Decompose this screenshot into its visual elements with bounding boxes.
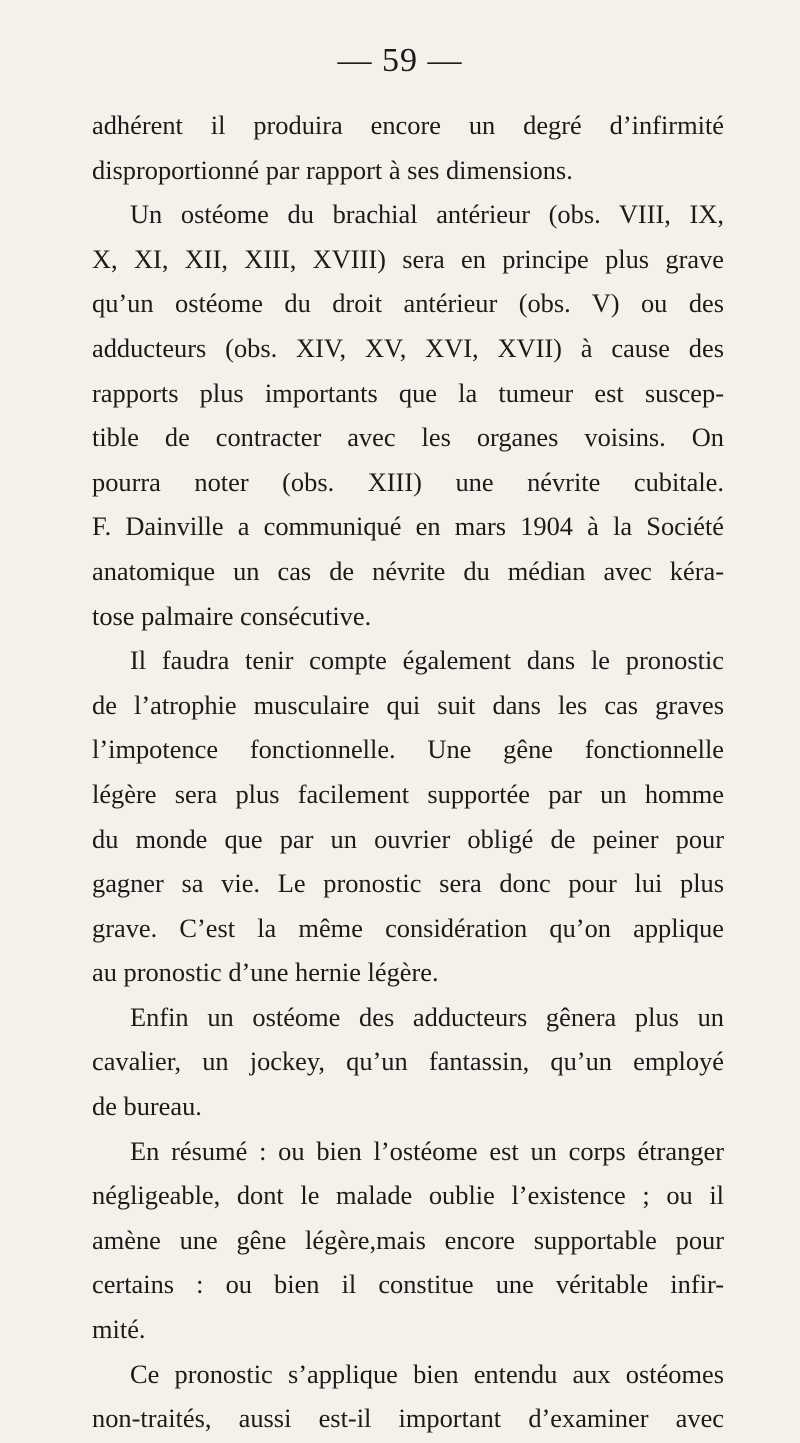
text-line: anatomique un cas de névrite du médian avec kéra-	[92, 555, 724, 586]
text-line: gagner sa vie. Le pronostic sera donc pour lui plus	[92, 868, 724, 899]
text-line: mité.	[92, 1314, 146, 1345]
text-line: l’impotence fonctionnelle. Une gêne fonctionnelle	[92, 734, 724, 765]
text-line: adducteurs (obs. XIV, XV, XVI, XVII) à cause des	[92, 332, 724, 363]
text-line: En résumé : ou bien l’ostéome est un corps étranger	[130, 1135, 724, 1166]
text-line: rapports plus importants que la tumeur est suscep-	[92, 377, 724, 408]
text-line: tose palmaire consécutive.	[92, 600, 372, 631]
text-line: qu’un ostéome du droit antérieur (obs. V) ou des	[92, 288, 724, 319]
text-line: X, XI, XII, XIII, XVIII) sera en principe plus grave	[92, 243, 724, 274]
text-line: amène une gêne légère,mais encore supportable pour	[92, 1224, 724, 1255]
text-line: Il faudra tenir compte également dans le pronostic	[130, 645, 724, 676]
text-line: du monde que par un ouvrier obligé de peiner pour	[92, 823, 724, 854]
text-line: de l’atrophie musculaire qui suit dans les cas graves	[92, 689, 724, 720]
text-line: de bureau.	[92, 1091, 202, 1122]
text-line: pourra noter (obs. XIII) une névrite cubitale.	[92, 466, 724, 497]
text-line: F. Dainville a communiqué en mars 1904 à la Société	[92, 511, 724, 542]
text-line: négligeable, dont le malade oublie l’existence ; ou il	[92, 1180, 724, 1211]
text-line: non-traités, aussi est-il important d’examiner avec	[92, 1403, 724, 1434]
text-line: tible de contracter avec les organes voisins. On	[92, 422, 724, 453]
text-line: disproportionné par rapport à ses dimensions.	[92, 154, 573, 185]
text-line: légère sera plus facilement supportée par un homme	[92, 778, 724, 809]
text-line: adhérent il produira encore un degré d’infirmité	[92, 110, 724, 140]
body-text	[92, 103, 724, 1441]
text-line: grave. C’est la même considération qu’on applique	[92, 912, 724, 943]
text-line: certains : ou bien il constitue une véritable infir-	[92, 1269, 724, 1300]
text-line: Enfin un ostéome des adducteurs gênera plus un	[130, 1001, 724, 1032]
page-number: — 59 —	[337, 42, 463, 79]
text-line: Ce pronostic s’applique bien entendu aux ostéomes	[130, 1358, 724, 1389]
text-line: au pronostic d’une hernie légère.	[92, 957, 439, 988]
text-line: Un ostéome du brachial antérieur (obs. VIII, IX,	[130, 199, 724, 230]
text-line: cavalier, un jockey, qu’un fantassin, qu’un employé	[92, 1046, 724, 1077]
